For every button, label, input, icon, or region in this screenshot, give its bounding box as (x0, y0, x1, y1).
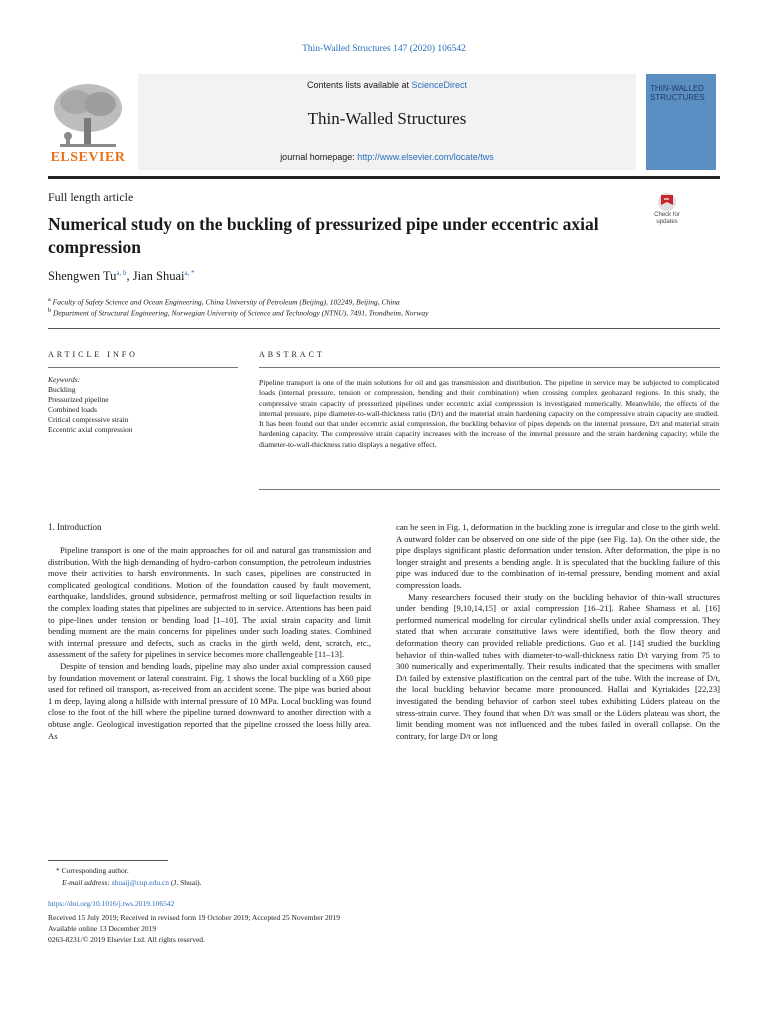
affiliation-text: Faculty of Safety Science and Ocean Engineering, China University of Petroleum (Beijing), 102249, Beijing, China (52, 297, 400, 307)
article-type: Full length article (48, 190, 134, 204)
body-column-left (48, 545, 371, 742)
email-line (62, 878, 202, 887)
affiliation-marker: b (48, 307, 52, 314)
article-info-heading: ARTICLE INFO (48, 350, 138, 359)
title-divider (48, 328, 720, 329)
keyword: Eccentric axial compression (48, 425, 133, 434)
keyword: Pressurized pipeline (48, 395, 109, 404)
doi-link[interactable] (48, 899, 174, 909)
check-for-updates-icon[interactable] (647, 191, 687, 213)
homepage-prefix: journal homepage: (280, 152, 358, 162)
paper-title: Numerical study on the buckling of pressurized pipe under eccentric axial compression (48, 214, 599, 257)
body-paragraph: can be seen in Fig. 1, deformation in the buckling zone is irregular and close to the girth weld. A outward folder can be observed on one side of the pipe (see Fig. 1a). On the other side, the pipe displays significant plastic deformation under tension. After deformation, the pipe is no longer straight and presents a bending angle. It is speculated that the buckling failure of this pipe was induced due to the combination of in-ternal pressure, bending moment and axial compression loads. (396, 522, 720, 590)
journal-cover-image[interactable] (646, 74, 716, 170)
contents-prefix: Contents lists available at (306, 80, 412, 90)
author-name[interactable]: Jian Shuai (132, 269, 185, 284)
journal-reference[interactable]: Thin-Walled Structures 147 (2020) 106542 (302, 44, 466, 54)
body-paragraph: Pipeline transport is one of the main approaches for oil and natural gas transmission and distribution. With the high demanding of hydro-carbon consumption, the petroleum industries move their activities to harsh environments. In such cases, pipelines are constructed in complicated geological conditions. Motion of the foundation caused by fault movement, earthquake, landslides, ground subsidence, permafrost melting or soil liquefaction results in the complex loading states that pipelines are subjected to in service. Attentions has been paid to pipe-lines under tension or bending load [1–10]. The axial strain capacity and limit bending moment are the main concerns for pipelines under such loading states. Combined with internal pressure and defects, such as cracks in the girth weld, dent, scratch, etc., assessment of the safety for pipelines in service becomes more challengeable [11–13]. (48, 545, 371, 660)
journal-title: Thin-Walled Structures (307, 109, 467, 128)
email-label: E-mail address: (62, 878, 112, 887)
corresponding-author-note: * Corresponding author. (56, 866, 129, 875)
header-divider (48, 176, 720, 179)
affiliation-text: Department of Structural Engineering, Norwegian University of Science and Technology (NTNU), 7491, Trondheim, Norway (53, 308, 429, 318)
author-name[interactable]: Shengwen Tu (48, 269, 117, 284)
sciencedirect-link[interactable]: ScienceDirect (411, 80, 468, 90)
keywords-list (48, 385, 133, 435)
keyword: Buckling (48, 385, 76, 394)
section-heading-introduction: 1. Introduction (48, 522, 102, 532)
affiliation-marker: a (48, 296, 51, 303)
author-separator: , (126, 269, 133, 284)
homepage-link[interactable]: http://www.elsevier.com/locate/tws (357, 152, 494, 162)
journal-homepage (138, 152, 636, 162)
keyword: Combined loads (48, 405, 97, 414)
received-dates: Received 15 July 2019; Received in revised form 19 October 2019; Accepted 25 November 2019 (48, 913, 341, 922)
author-list (48, 269, 195, 284)
affiliation-b (48, 307, 720, 318)
doi-text[interactable]: https://doi.org/10.1016/j.tws.2019.106542 (48, 899, 175, 908)
keywords-label: Keywords: (48, 375, 81, 384)
abstract-divider (259, 367, 720, 368)
check-for-updates-label[interactable]: Check for updates (654, 212, 680, 225)
online-date: Available online 13 December 2019 (48, 924, 157, 933)
copyright: 0263-8231/© 2019 Elsevier Ltd. All rights reserved. (48, 935, 205, 944)
abstract-text: Pipeline transport is one of the main solutions for oil and gas transmission and distribution. The pipeline in service may be subjected to complicated loads (internal pressure, tension or compression, bending and their combination) when crossing complex geohazard regions. In this study, the compressive strain capacity of pressurized pipelines under eccentric axial compression is investigated numerically. Meanwhile, the effects of the internal pressure, pipe diameter-to-wall-thickness ratio (D/t) and the material strain hardening capacity on the compressive strain capacity are studied. It has been found out that under eccentric axial compression, the buckling behavior of pipes depends on the internal pressure, D/t and material strain hardening capacity. The compressive strain capacity increases with the increase of the internal pressure and the strain hardening capacity; while the diameter-to-wall-thickness ratio displays a negative effect. (259, 378, 719, 449)
contents-line (138, 80, 636, 90)
body-paragraph: Many researchers focused their study on the buckling behavior of thin-wall structures under bending [9,10,14,15] or axial compression [16–21]. Rabee Shamass et al. [16] performed numerical modeling for circular cylindrical shells under axial compression. They stated that when accurate constitutive laws were identified, both the flow theory and deformation theory can provided reliable predictions. Guo et al. [14] studied the buckling behavior of thin-walled tubes with diameter-to-wall-thickness ratio D/t varying from 75 to 300 numerically and experimentally. Their results indicated that the specimens with smaller D/t failed by extensive plastification on the central part of the tube. With the increase of D/t, the local buckling behavior became more pronounced. Hallai and Kyriakides [22,23] investigated the bending behavior of carbon steel tubes exhibiting Lüders plateau on the stress-strain curve. They found that when D/t was small or the Lüders plateau was short, the limit bending moment was not influenced and the tubes failed in overall collapse. On the contrary, for large D/t or long (396, 591, 720, 741)
abstract-bottom-divider (259, 489, 720, 490)
cover-title: THIN-WALLED STRUCTURES (650, 84, 705, 102)
footnote-rule (48, 860, 168, 861)
email-suffix: (J. Shuai). (169, 878, 202, 887)
author-affiliation-marker[interactable]: a, * (184, 269, 195, 277)
body-paragraph: Despite of tension and bending loads, pipeline may also under axial compression caused by foundation movement or lateral constraint. Fig. 1 shows the local buckling of a X60 pipe used for refined oil transport, as-received from an accident scene. The pipe was buried about 1 m deep, laying along a hillside with internal pressure of 10 MPa. Local buckling was found close to the foot of the hill where the pipeline turned downward to another direction with a obtuse angle. Geological investigation reported that the pipeline crossed the loess hilly area. As (48, 660, 371, 741)
author-affiliation-marker[interactable]: a, b (116, 269, 127, 277)
body-column-right (396, 522, 720, 742)
publisher-name: ELSEVIER (50, 150, 126, 165)
info-divider (48, 367, 238, 368)
abstract-heading: ABSTRACT (259, 350, 325, 359)
keyword: Critical compressive strain (48, 415, 129, 424)
email-link[interactable]: shuaij@cup.edu.cn (111, 878, 170, 887)
affiliation-a (48, 296, 720, 307)
